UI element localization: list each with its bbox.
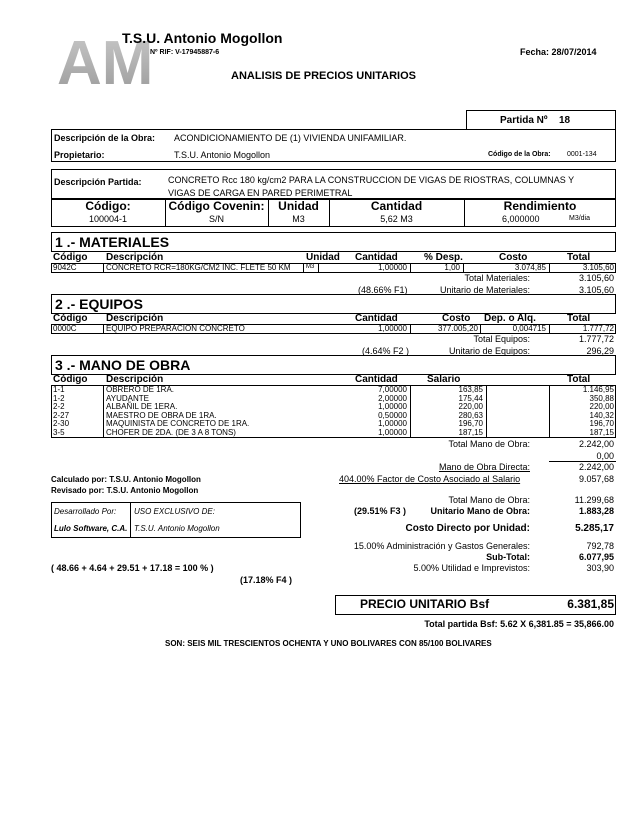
mo-cell-cantidad: 1,00000 [378, 402, 407, 412]
mat-pct: (48.66% F1) [358, 285, 408, 295]
mo-factor-value: 9.057,68 [578, 474, 614, 484]
report-date: Fecha: 28/07/2014 [520, 47, 597, 57]
eq-total-value: 1.777,72 [578, 334, 614, 344]
codes-v-cantidad: 5,62 M3 [380, 214, 413, 224]
calculado-por: Calculado por: T.S.U. Antonio Mogollon [51, 475, 201, 484]
codes-v-covenin: S/N [208, 214, 224, 224]
mo-cell-salario: 187,15 [458, 428, 483, 437]
obra-desc-value: ACONDICIONAMIENTO DE (1) VIVIENDA UNIFAMILIAR. [174, 133, 407, 143]
mat-unit-label: Unitario de Materiales: [439, 285, 530, 295]
mo-cell-salario: 175,44 [458, 393, 483, 403]
mat-h-costo: Costo [499, 252, 528, 263]
eq-pct: (4.64% F2 ) [362, 346, 410, 356]
son-text: SON: SEIS MIL TRESCIENTOS OCHENTA Y UNO BOLIVARES CON 85/100 BOLIVARES [165, 639, 492, 648]
mo-total2-value: 11.299,68 [574, 495, 614, 505]
dev-label: Desarrollado Por: [54, 507, 117, 516]
mo-cell-codigo: 1-2 [53, 393, 65, 403]
formula: ( 48.66 + 4.64 + 29.51 + 17.18 = 100 % ) [51, 563, 214, 573]
eq-unit-label: Unitario de Equipos: [448, 346, 530, 356]
mo-cell-desc: CHOFER DE 2DA. (DE 3 A 8 TONS) [106, 428, 236, 437]
mat-h-desc: Descripción [106, 252, 164, 263]
mo-cell-codigo: 2-2 [53, 402, 65, 412]
section-materiales: 1 .- MATERIALES [51, 232, 616, 252]
mo-cell-desc: MAESTRO DE OBRA DE 1RA. [106, 410, 217, 420]
eq-h-costo: Costo [442, 313, 471, 324]
costo-directo-label: Costo Directo por Unidad: [405, 523, 530, 534]
mo-cell-cantidad: 2,00000 [378, 393, 407, 403]
mo-total-label: Total Mano de Obra: [448, 439, 530, 449]
codes-v-codigo: 100004-1 [88, 214, 128, 224]
mo-cell-cantidad: 7,00000 [378, 385, 407, 394]
codes-h-cantidad: Cantidad [370, 199, 423, 213]
mo-cell-total: 196,70 [589, 419, 614, 429]
mo-h-codigo: Código [53, 374, 88, 385]
mo-cell-total: 187,15 [589, 428, 614, 437]
mo-h-desc: Descripción [106, 374, 164, 385]
section-mano-obra: 3 .- MANO DE OBRA [51, 355, 616, 375]
mo-cell-salario: 220,00 [458, 402, 483, 412]
mo-cell-cantidad: 0,50000 [378, 410, 407, 420]
eq-h-total: Total [567, 313, 591, 324]
eq-h-cantidad: Cantidad [355, 313, 398, 324]
mo-total2-label: Total Mano de Obra: [448, 495, 530, 505]
costo-directo-value: 5.285,17 [575, 523, 614, 534]
mo-h-total: Total [567, 374, 591, 385]
mo-unit-value: 1.883,28 [578, 506, 614, 516]
codes-v-unidad: M3 [292, 214, 305, 224]
mo-cell-desc: AYUDANTE [106, 393, 149, 403]
propietario-label: Propietario: [54, 150, 105, 160]
mat-h-total: Total [567, 252, 591, 263]
svg-text:AM: AM [57, 29, 154, 98]
admin-label: 15.00% Administración y Gastos Generales: [353, 541, 530, 551]
dev-value: Lulo Software, C.A. [54, 524, 128, 533]
mo-cell-codigo: 2-27 [53, 410, 70, 420]
mo-cell-desc: ALBAÑIL DE 1ERA. [106, 402, 178, 412]
mo-cell-codigo: 3-5 [53, 428, 65, 437]
mo-cell-total: 220,00 [589, 402, 614, 412]
subtotal-value: 6.077,95 [578, 552, 614, 562]
mat-h-desp: % Desp. [424, 252, 463, 263]
mat-h-codigo: Código [53, 252, 88, 263]
logo-graphic [55, 26, 154, 98]
mo-unit-label: Unitario Mano de Obra: [430, 506, 530, 516]
codes-v-rend-unit: M3/dia [569, 215, 591, 222]
mat-h-cantidad: Cantidad [355, 252, 398, 263]
mo-cell-total: 140,32 [589, 410, 614, 420]
mo-cell-cantidad: 1,00000 [378, 428, 407, 437]
eq-h-codigo: Código [53, 313, 88, 324]
codes-v-rendimiento: 6,000000 [502, 214, 540, 224]
precio-unitario-label: PRECIO UNITARIO Bsf [360, 597, 490, 611]
mat-total-value: 3.105,60 [578, 273, 614, 283]
eq-unit-value: 296,29 [586, 346, 614, 356]
total-partida: Total partida Bsf: 5.62 X 6,381.85 = 35,866.00 [424, 619, 614, 629]
obra-code-value: 0001-134 [567, 151, 597, 158]
excl-value: T.S.U. Antonio Mogollon [134, 524, 220, 533]
mo-cell-salario: 163,85 [458, 385, 483, 394]
utilidad-value: 303,90 [586, 563, 614, 573]
rif-number: Nº RIF: V-17945887-6 [150, 49, 220, 56]
mo-directa-value: 2.242,00 [578, 462, 614, 472]
descpartida-line1: CONCRETO Rcc 180 kg/cm2 PARA LA CONSTRUCCION DE VIGAS DE RIOSTRAS, COLUMNAS Y [168, 175, 575, 185]
mo-h-salario: Salario [427, 374, 461, 385]
mo-h-cantidad: Cantidad [355, 374, 398, 385]
mat-h-unidad: Unidad [306, 252, 340, 263]
admin-value: 792,78 [586, 541, 614, 551]
mo-factor-label: 404.00% Factor de Costo Asociado al Salario [339, 474, 521, 484]
mo-cell-desc: OBRERO DE 1RA. [106, 385, 175, 394]
obra-desc-label: Descripción de la Obra: [54, 133, 156, 143]
precio-unitario-value: 6.381,85 [567, 597, 614, 611]
mo-cell-salario: 280,63 [458, 410, 483, 420]
mo-pct: (29.51% F3 ) [354, 506, 407, 516]
eq-total-label: Total Equipos: [473, 334, 530, 344]
propietario-value: T.S.U. Antonio Mogollon [174, 150, 271, 160]
company-logo [55, 26, 154, 98]
mo-directa-label: Mano de Obra Directa: [438, 462, 530, 472]
page-title: ANALISIS DE PRECIOS UNITARIOS [231, 70, 416, 82]
partida-label: Partida Nº [500, 115, 548, 126]
mo-zero-value: 0,00 [596, 451, 614, 461]
section-equipos: 2 .- EQUIPOS [51, 294, 616, 314]
utilidad-label: 5.00% Utilidad e Imprevistos: [413, 563, 530, 573]
mo-cell-cantidad: 1,00000 [378, 419, 407, 429]
partida-number: 18 [559, 115, 571, 126]
mat-total-label: Total Materiales: [464, 273, 530, 283]
mo-total-value: 2.242,00 [578, 439, 614, 449]
mo-cell-total: 350,88 [589, 393, 614, 403]
eq-h-desc: Descripción [106, 313, 164, 324]
mo-cell-codigo: 1-1 [53, 385, 65, 394]
mo-cell-salario: 196,70 [458, 419, 483, 429]
eq-h-dep: Dep. o Alq. [484, 313, 536, 324]
codes-h-rendimiento: Rendimiento [503, 199, 577, 213]
obra-code-label: Código de la Obra: [488, 151, 551, 158]
mat-unit-value: 3.105,60 [578, 285, 614, 295]
descpartida-label: Descripción Partida: [54, 177, 142, 187]
excl-label: USO EXCLUSIVO DE: [134, 507, 215, 516]
mo-cell-total: 1.146,95 [582, 385, 614, 394]
revisado-por: Revisado por: T.S.U. Antonio Mogollon [51, 486, 199, 495]
company-name: T.S.U. Antonio Mogollon [122, 30, 283, 46]
codes-h-covenin: Código Covenin: [168, 199, 265, 213]
mo-cell-codigo: 2-30 [53, 419, 70, 429]
codes-h-codigo: Código: [85, 199, 131, 213]
f4-pct: (17.18% F4 ) [240, 575, 293, 585]
descpartida-line2: VIGAS DE CARGA EN PARED PERIMETRAL [168, 188, 353, 198]
codes-h-unidad: Unidad [278, 199, 319, 213]
subtotal-label: Sub-Total: [486, 552, 530, 562]
mo-cell-desc: MAQUINISTA DE CONCRETO DE 1RA. [106, 419, 250, 429]
